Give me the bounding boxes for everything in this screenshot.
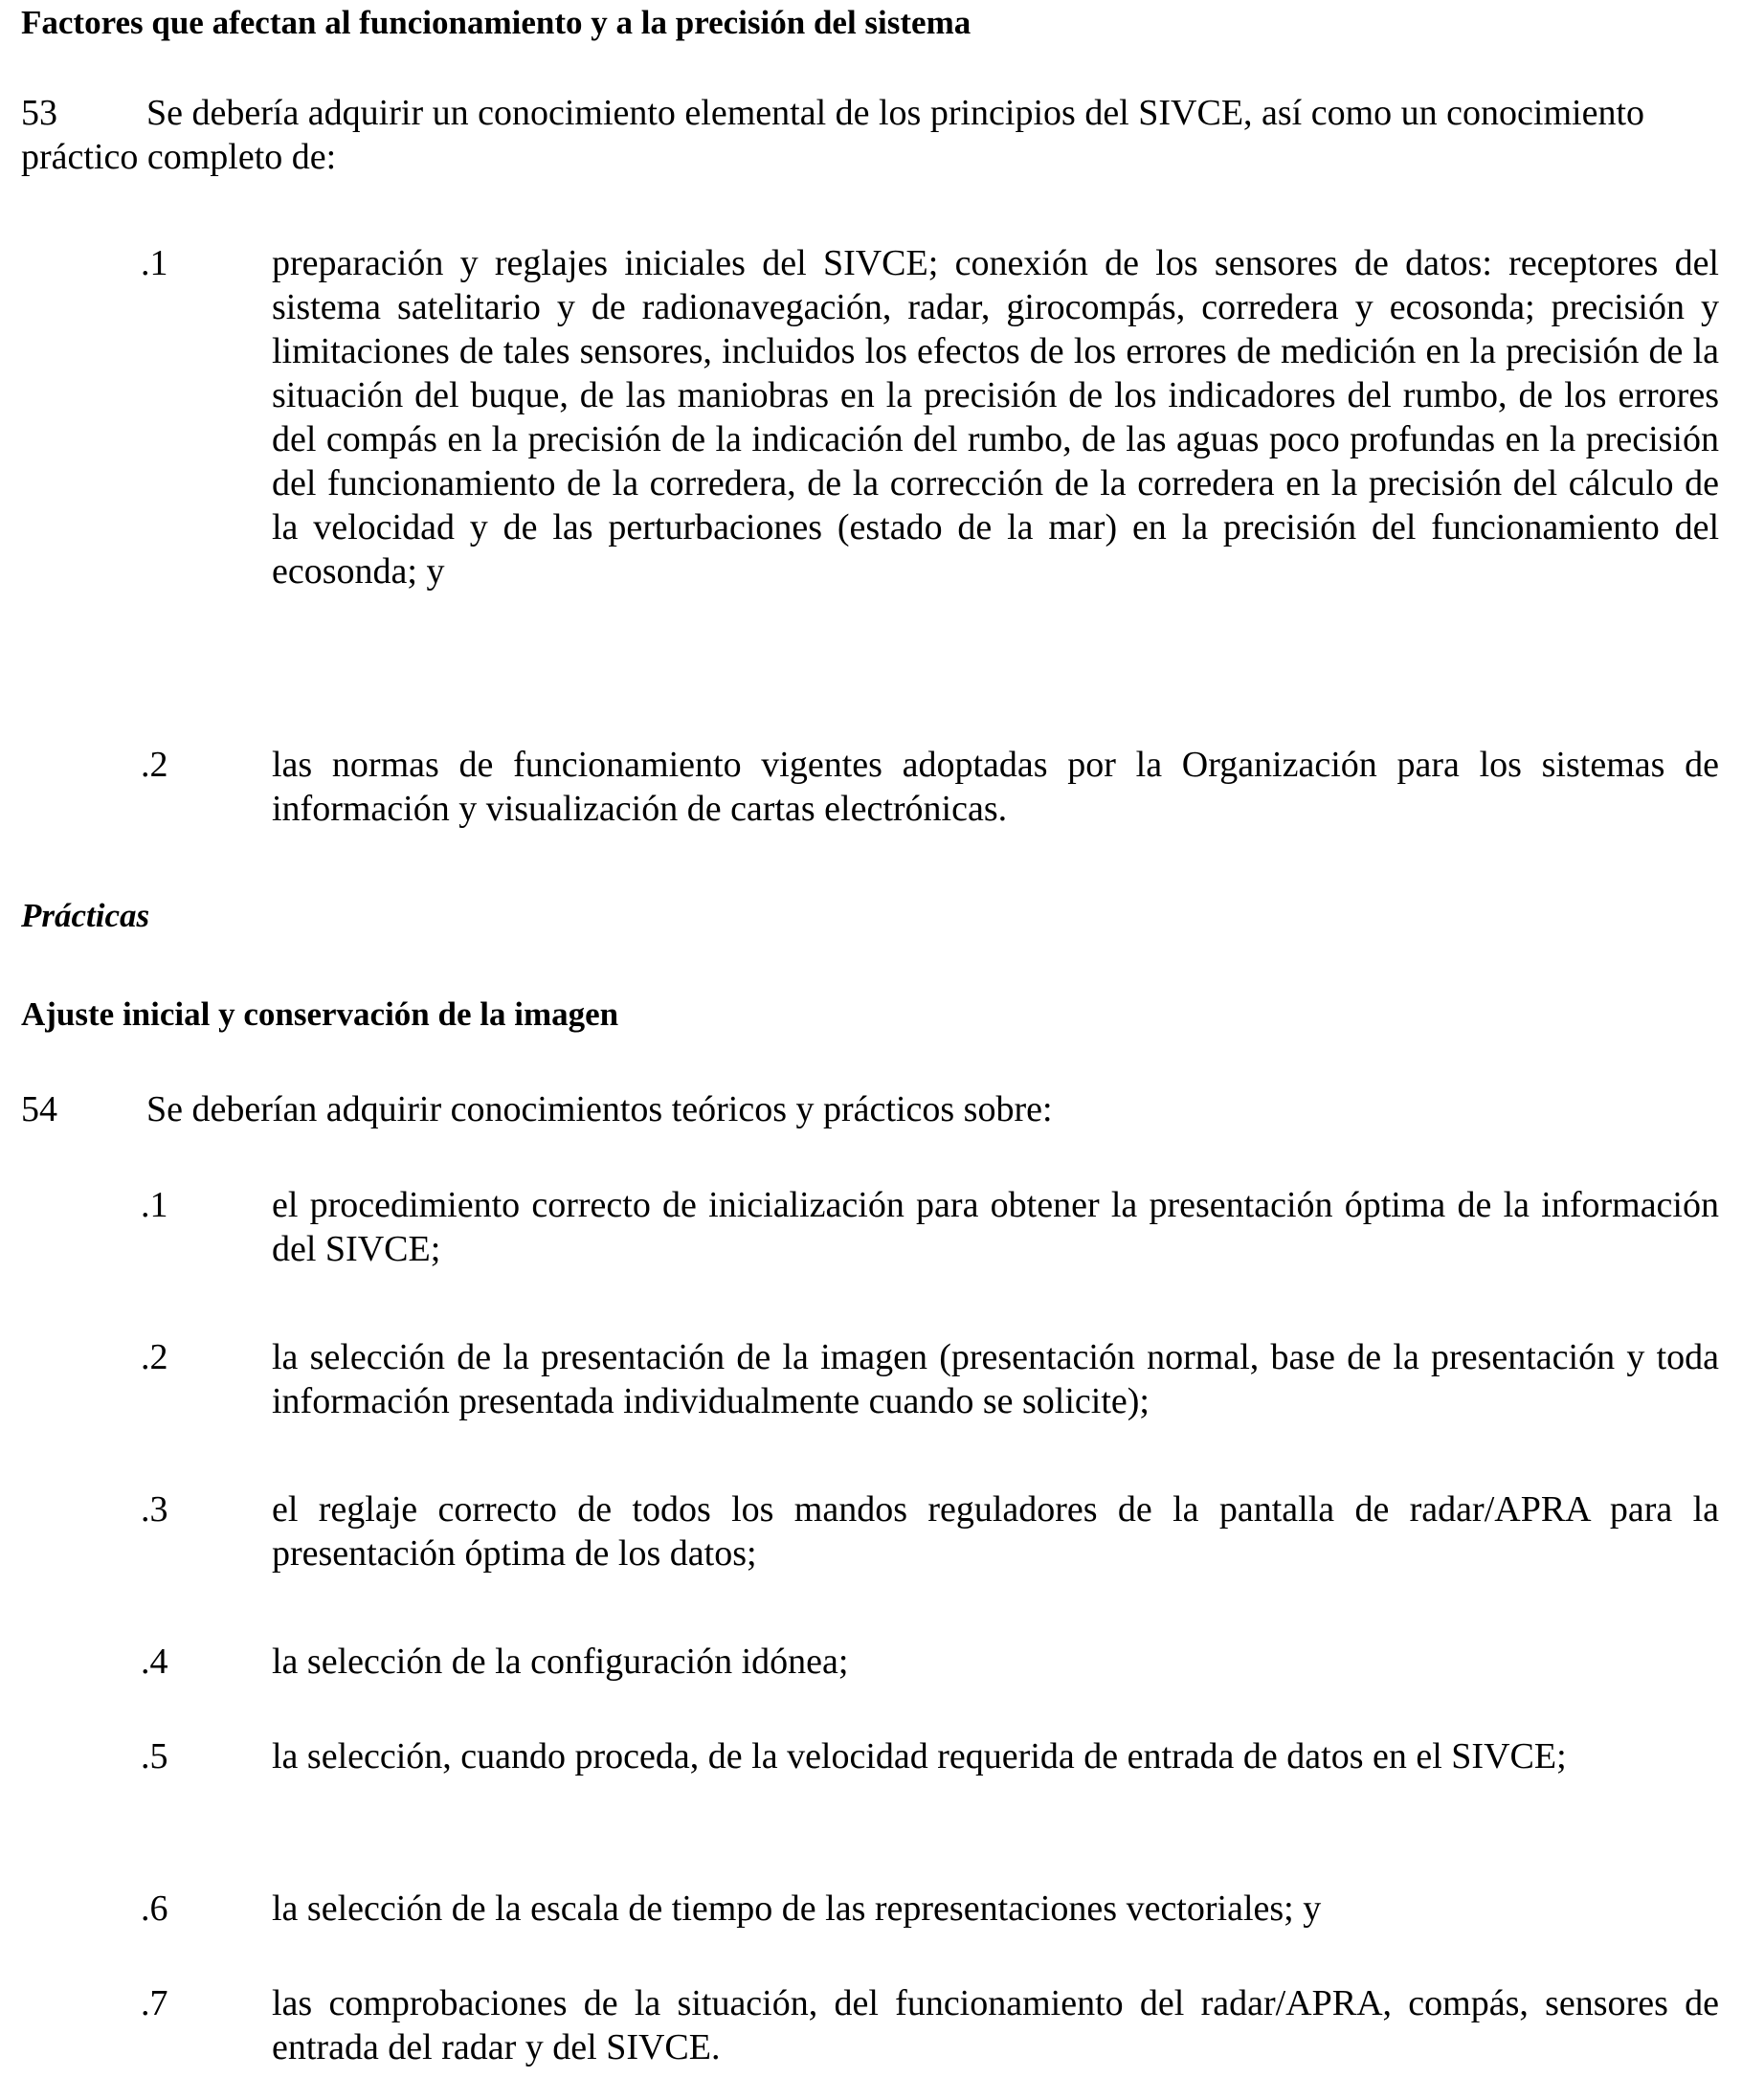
- list-item-number: .2: [141, 745, 168, 785]
- list-item-text: preparación y reglajes iniciales del SIVCE; conexión de los sensores de datos: receptores del sistema satelitario y de radionavegación, radar, girocompás, corredera y ecosonda; precisión y limitaciones de tales sensores, incluidos los efectos de los errores de medición en la precisión de la situación del buque, de las maniobras en la precisión de los indicadores del rumbo, de los errores del compás en la precisión de la indicación del rumbo, de las aguas poco profundas en la precisión del funcionamiento de la corredera, de la corrección de la corredera en la precisión del cálculo de la velocidad y de las perturbaciones (estado de la mar) en la precisión del funcionamiento del ecosonda; y: [272, 243, 1719, 592]
- list-item-text: el reglaje correcto de todos los mandos reguladores de la pantalla de radar/APRA para la presentación óptima de los datos;: [272, 1489, 1719, 1574]
- paragraph-53: [21, 91, 1719, 179]
- paragraph-text: Se deberían adquirir conocimientos teóricos y prácticos sobre:: [146, 1089, 1053, 1129]
- list-item-text: las comprobaciones de la situación, del funcionamiento del radar/APRA, compás, sensores de entrada del radar y del SIVCE.: [272, 1983, 1719, 2067]
- list-item-text: la selección, cuando proceda, de la velocidad requerida de entrada de datos en el SIVCE;: [272, 1736, 1567, 1776]
- paragraph-number: 53: [21, 93, 57, 133]
- subheading-practicas: Prácticas: [21, 897, 150, 934]
- list-item-number: .7: [141, 1983, 168, 2023]
- list-item-text: el procedimiento correcto de inicialización para obtener la presentación óptima de la información del SIVCE;: [272, 1185, 1719, 1269]
- list-item-text: las normas de funcionamiento vigentes adoptadas por la Organización para los sistemas de información y visualización de cartas electrónicas.: [272, 745, 1719, 829]
- paragraph-54: [21, 1087, 1719, 1131]
- list-item-number: .1: [141, 243, 168, 283]
- list-item-number: .2: [141, 1337, 168, 1377]
- list-item-number: .6: [141, 1888, 168, 1929]
- list-item-text: la selección de la escala de tiempo de las representaciones vectoriales; y: [272, 1888, 1322, 1929]
- list-item-number: .3: [141, 1489, 168, 1530]
- list-item-number: .5: [141, 1736, 168, 1776]
- paragraph-text: Se debería adquirir un conocimiento elemental de los principios del SIVCE, así como un conocimiento práctico completo de:: [21, 93, 1644, 177]
- section-heading-ajuste: Ajuste inicial y conservación de la imagen: [21, 995, 619, 1033]
- paragraph-number: 54: [21, 1089, 57, 1129]
- list-item-text: la selección de la presentación de la imagen (presentación normal, base de la presentación y toda información presentada individualmente cuando se solicite);: [272, 1337, 1719, 1421]
- list-item-number: .1: [141, 1185, 168, 1225]
- list-item-number: .4: [141, 1642, 168, 1682]
- list-item-text: la selección de la configuración idónea;: [272, 1642, 849, 1682]
- section-heading-factores: Factores que afectan al funcionamiento y a la precisión del sistema: [21, 4, 972, 41]
